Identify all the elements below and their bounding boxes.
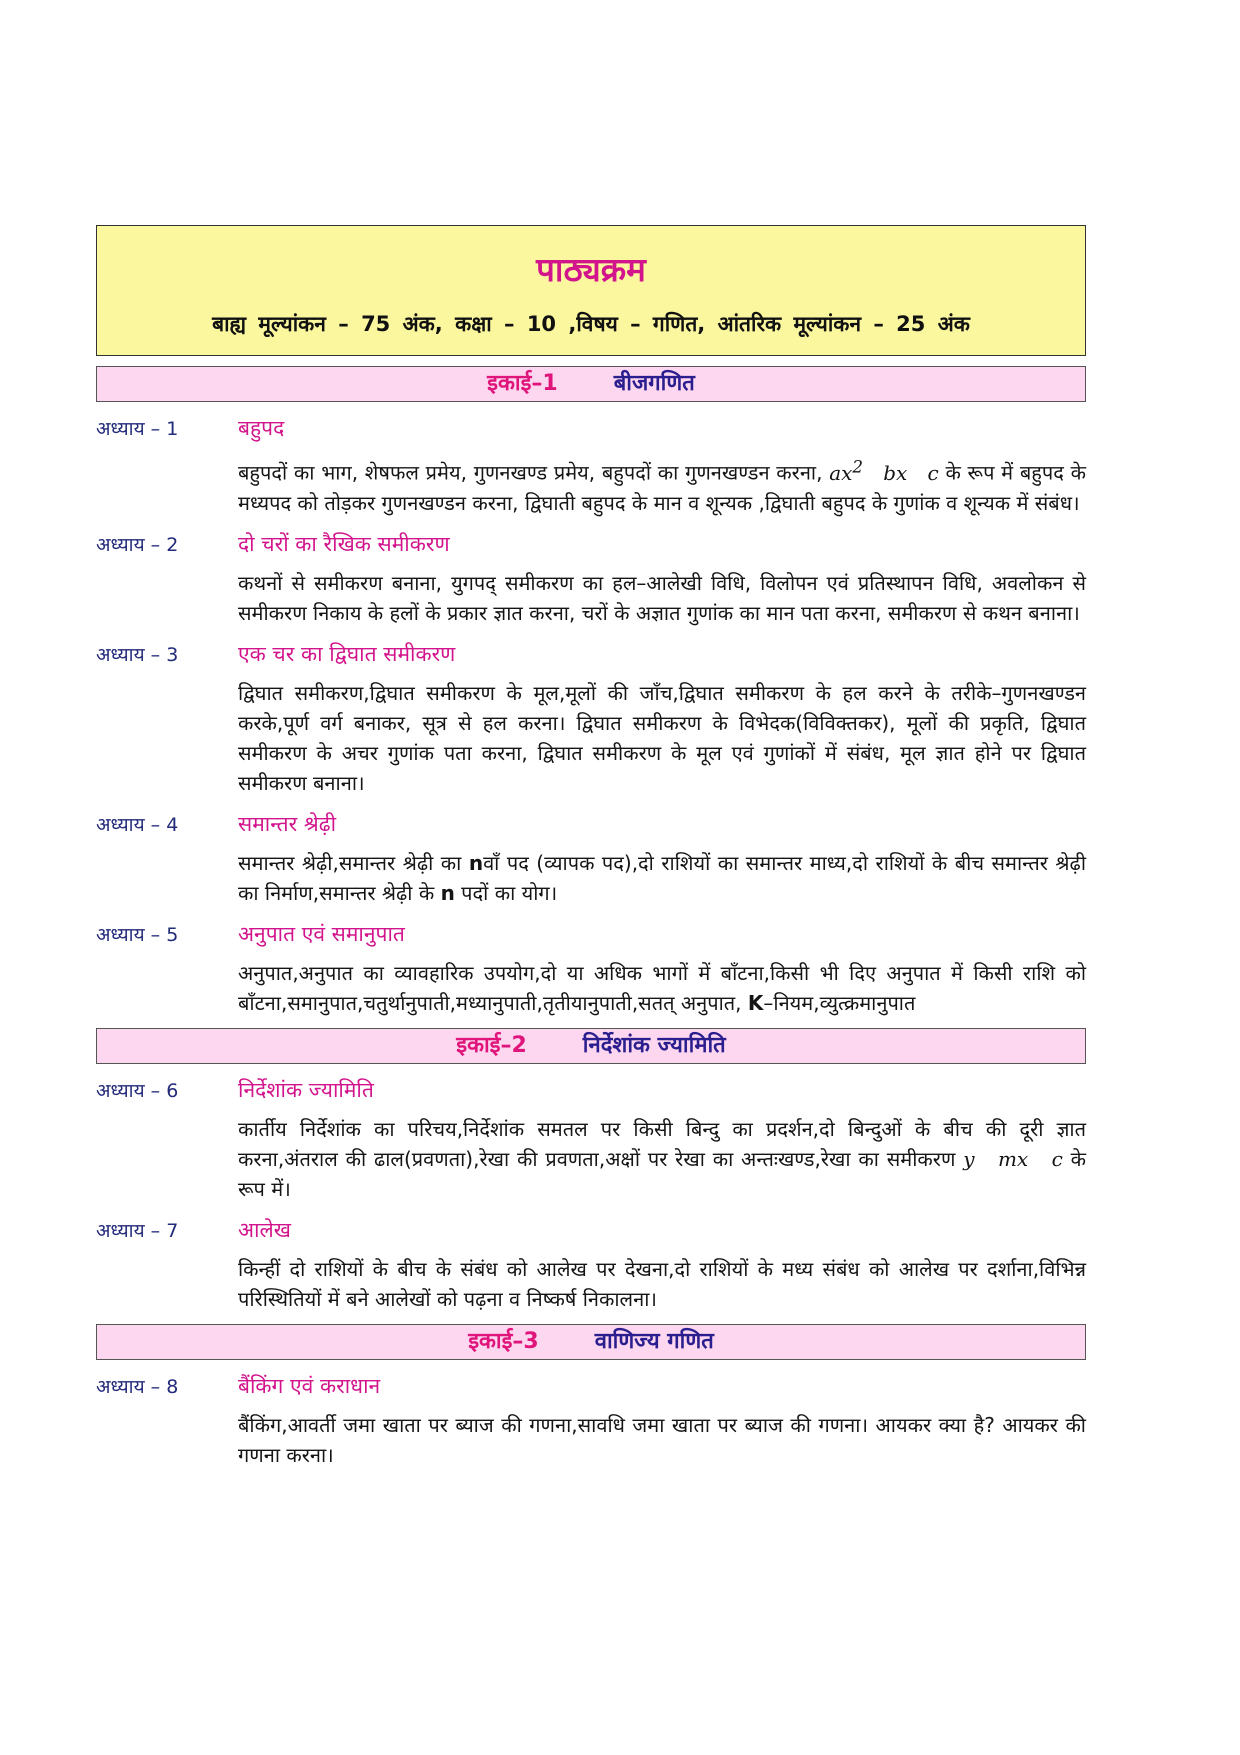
chapter-description: किन्हीं दो राशियों के बीच के संबंध को आलेख पर देखना,दो राशियों के मध्य संबंध को आलेख पर दर्शाना,विभिन्न परिस्थितियों में बने आलेखों को पढ़ना व निष्कर्ष निकालना। — [238, 1256, 1086, 1311]
chapter-label: अध्याय – 1 — [96, 418, 179, 440]
chapter-label: अध्याय – 2 — [96, 533, 179, 556]
chapter-label: अध्याय – 4 — [96, 813, 179, 836]
chapter-title: दो चरों का रैखिक समीकरण — [238, 531, 450, 556]
chapter-item — [96, 636, 1086, 798]
chapter-label: अध्याय – 5 — [96, 923, 179, 946]
marks-subtitle: बाह्य मूल्यांकन – 75 अंक, कक्षा – 10 ,विषय – गणित, आंतरिक मूल्यांकन – 25 अंक — [212, 312, 970, 336]
chapter-item — [96, 410, 1086, 518]
chapter-heading — [96, 1072, 1086, 1108]
syllabus-page — [96, 225, 1086, 1470]
unit-number: इकाई–2 — [456, 1032, 527, 1058]
chapter-item — [96, 1072, 1086, 1204]
unit-header — [96, 366, 1086, 402]
chapter-item — [96, 806, 1086, 908]
chapter-title: एक चर का द्विघात समीकरण — [238, 641, 456, 666]
chapter-description: कार्तीय निर्देशांक का परिचय,निर्देशांक समतल पर किसी बिन्दु का प्रदर्शन,दो बिन्दुओं के बीच की दूरी ज्ञात करना,अंतराल की ढाल(प्रवणता),रेखा की प्रवणता,अक्षों पर रेखा का अन्तःखण्ड,रेखा का समीकरण y mx c के रूप में। — [238, 1116, 1086, 1201]
unit-name: बीजगणित — [613, 371, 695, 396]
unit-name: निर्देशांक ज्यामिति — [582, 1032, 726, 1058]
syllabus-header — [96, 225, 1086, 356]
chapter-label: अध्याय – 3 — [96, 643, 179, 666]
chapter-label: अध्याय – 7 — [96, 1219, 179, 1242]
chapter-title: निर्देशांक ज्यामिति — [238, 1077, 374, 1102]
chapter-item — [96, 526, 1086, 628]
units-container — [96, 366, 1086, 1470]
chapter-heading — [96, 636, 1086, 672]
page-title: पाठ्यक्रम — [536, 250, 646, 289]
chapter-heading — [96, 916, 1086, 952]
chapter-heading — [96, 1368, 1086, 1404]
chapter-description: द्विघात समीकरण,द्विघात समीकरण के मूल,मूलों की जाँच,द्विघात समीकरण के हल करने के तरीके–गुणनखण्डन करके,पूर्ण वर्ग बनाकर, सूत्र से हल करना। द्विघात समीकरण के विभेदक(विविक्तकर), मूलों की प्रकृति, द्विघात समीकरण के अचर गुणांक पता करना, द्विघात समीकरण के मूल एवं गुणांकों में संबंध, मूल ज्ञात होने पर द्विघात समीकरण बनाना। — [238, 680, 1086, 795]
unit-number: इकाई–3 — [468, 1328, 539, 1354]
chapter-title: अनुपात एवं समानुपात — [238, 921, 405, 946]
chapter-item — [96, 1368, 1086, 1470]
chapter-description: बहुपदों का भाग, शेषफल प्रमेय, गुणनखण्ड प्रमेय, बहुपदों का गुणनखण्डन करना, $ax^2$ bx c के रूप में बहुपद के मध्यपद को तोड़कर गुणनखण्डन करना, द्विघाती बहुपद के मान व शून्यक ,द्विघाती बहुपद के गुणांक व शून्यक में संबंध। — [238, 457, 1086, 515]
chapter-heading — [96, 526, 1086, 562]
chapter-heading — [96, 410, 1086, 446]
chapter-heading — [96, 1212, 1086, 1248]
chapter-title: बहुपद — [238, 416, 285, 440]
chapter-item — [96, 1212, 1086, 1314]
chapter-label: अध्याय – 8 — [96, 1375, 179, 1398]
unit-header — [96, 1324, 1086, 1360]
chapter-label: अध्याय – 6 — [96, 1079, 179, 1102]
chapter-description: बैंकिंग,आवर्ती जमा खाता पर ब्याज की गणना,सावधि जमा खाता पर ब्याज की गणना। आयकर क्या है? आयकर की गणना करना। — [238, 1412, 1086, 1467]
unit-header — [96, 1028, 1086, 1064]
chapter-heading — [96, 806, 1086, 842]
unit-name: वाणिज्य गणित — [594, 1328, 714, 1354]
unit-number: इकाई–1 — [487, 371, 558, 396]
chapter-title: बैंकिंग एवं कराधान — [238, 1373, 381, 1398]
chapter-item — [96, 916, 1086, 1018]
chapter-title: आलेख — [238, 1217, 291, 1242]
chapter-description: अनुपात,अनुपात का व्यावहारिक उपयोग,दो या अधिक भागों में बाँटना,किसी भी दिए अनुपात में किसी राशि को बाँटना,समानुपात,चतुर्थानुपाती,मध्यानुपाती,तृतीयानुपाती,सतत् अनुपात, K–नियम,व्युत्क्रमानुपात — [238, 960, 1086, 1015]
chapter-title: समान्तर श्रेढ़ी — [238, 811, 337, 836]
chapter-description: समान्तर श्रेढ़ी,समान्तर श्रेढ़ी का nवाँ पद (व्यापक पद),दो राशियों का समान्तर माध्य,दो राशियों के बीच समान्तर श्रेढ़ी का निर्माण,समान्तर श्रेढ़ी के n पदों का योग। — [238, 850, 1087, 905]
chapter-description: कथनों से समीकरण बनाना, युगपद् समीकरण का हल–आलेखी विधि, विलोपन एवं प्रतिस्थापन विधि, अवलोकन से समीकरण निकाय के हलों के प्रकार ज्ञात करना, चरों के अज्ञात गुणांक का मान पता करना, समीकरण से कथन बनाना। — [238, 570, 1086, 625]
